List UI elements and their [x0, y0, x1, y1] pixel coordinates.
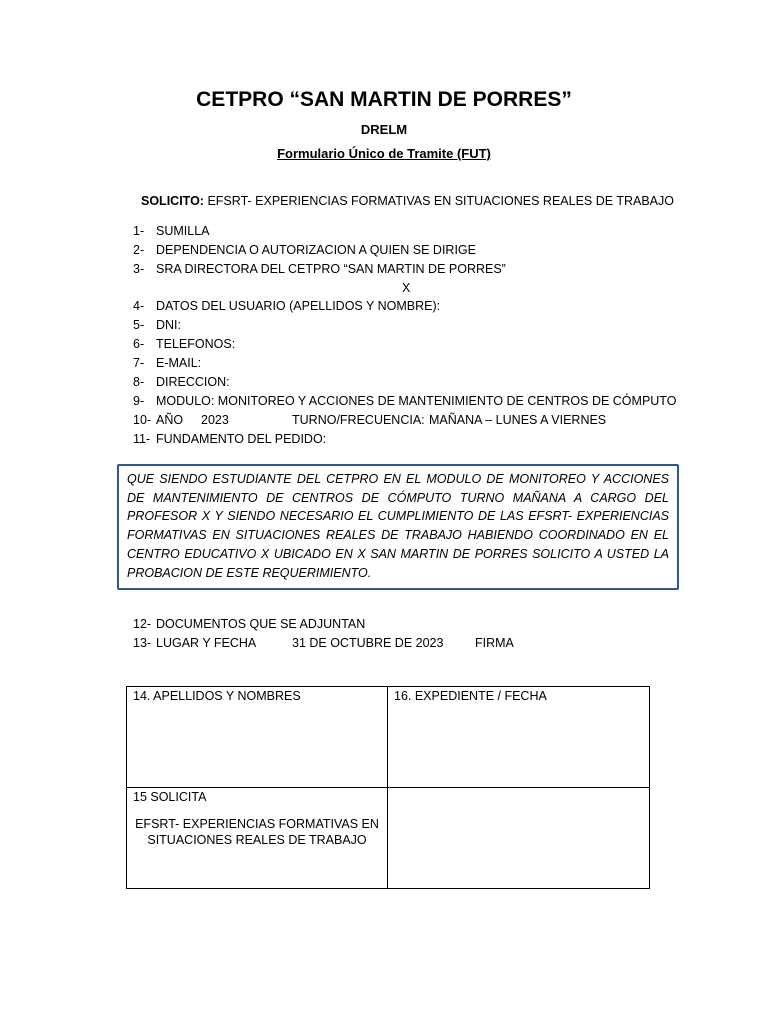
list-item [0, 615, 768, 633]
list-item [0, 373, 768, 391]
table-row [127, 788, 650, 889]
item-number: 8- [133, 375, 145, 389]
item-number: 2- [133, 243, 145, 257]
fecha-value: 31 DE OCTUBRE DE 2023 [292, 636, 444, 650]
table-cell-apellidos [127, 687, 388, 788]
cell-text-line2: SITUACIONES REALES DE TRABAJO [147, 833, 367, 847]
turno-label: TURNO/FRECUENCIA: [292, 413, 425, 427]
item-text: DIRECCION: [156, 375, 230, 389]
item-text: MODULO: MONITOREO Y ACCIONES DE MANTENIMIENTO DE CENTROS DE CÓMPUTO [156, 394, 677, 408]
list-item [0, 241, 768, 259]
item-number: 6- [133, 337, 145, 351]
item-number: 13- [133, 636, 152, 650]
table-cell-empty [388, 788, 650, 889]
fundamento-text: QUE SIENDO ESTUDIANTE DEL CETPRO EN EL MODULO DE MONITOREO Y ACCIONES DE MANTENIMIENTO DE CENTROS DE CÓMPUTO TURNO MAÑANA A CARGO DEL PROFESOR X Y SIENDO NECESARIO EL CUMPLIMIENTO DE LAS EFSRT- EXPERIENCIAS FORMATIVAS EN SITUACIONES REALES DE TRABAJO HABIENDO COORDINADO EN EL CENTRO EDUCATIVO X UBICADO EN X SAN MARTIN DE PORRES SOLICITO A USTED LA PROBACION DE ESTE REQUERIMIENTO. [127, 472, 669, 580]
item-text: TELEFONOS: [156, 337, 236, 351]
item-text: DOCUMENTOS QUE SE ADJUNTAN [156, 617, 366, 631]
list-item [0, 335, 768, 353]
cell-text-line1: EFSRT- EXPERIENCIAS FORMATIVAS EN [135, 817, 379, 831]
list-item [0, 316, 768, 334]
item-number: 5- [133, 318, 145, 332]
page-title: CETPRO “SAN MARTIN DE PORRES” [196, 88, 572, 111]
item-number: 11- [133, 432, 151, 446]
item-number: 4- [133, 299, 145, 313]
item-number: 10- [133, 413, 152, 427]
cell-label: 15 SOLICITA [133, 790, 207, 804]
item-text: FUNDAMENTO DEL PEDIDO: [156, 432, 327, 446]
item-text: E-MAIL: [156, 356, 202, 370]
subtitle: DRELM [360, 122, 408, 137]
list-item [0, 634, 768, 652]
cell-label: 14. APELLIDOS Y NOMBRES [133, 689, 301, 703]
year-value: 2023 [201, 413, 229, 427]
table-row [127, 687, 650, 788]
list-item [0, 392, 768, 410]
list-item [0, 260, 768, 278]
form-name: Formulario Único de Tramite (FUT) [277, 146, 491, 161]
x-mark: X [402, 281, 411, 295]
firma-label: FIRMA [475, 636, 514, 650]
solicito-value: EFSRT- EXPERIENCIAS FORMATIVAS EN SITUACIONES REALES DE TRABAJO [207, 194, 674, 208]
turno-value: MAÑANA – LUNES A VIERNES [429, 413, 607, 427]
item-text: SUMILLA [156, 224, 210, 238]
item-text: LUGAR Y FECHA [156, 636, 257, 650]
item-text: DNI: [156, 318, 181, 332]
item-text: DATOS DEL USUARIO (APELLIDOS Y NOMBRE): [156, 299, 441, 313]
solicito-label: SOLICITO: [141, 194, 204, 208]
list-item [0, 354, 768, 372]
list-item [0, 297, 768, 315]
item-text: DEPENDENCIA O AUTORIZACION A QUIEN SE DIRIGE [156, 243, 476, 257]
list-item [0, 411, 768, 429]
item-text: SRA DIRECTORA DEL CETPRO “SAN MARTIN DE PORRES” [156, 262, 506, 276]
item-number: 3- [133, 262, 145, 276]
item-text: AÑO [156, 413, 184, 427]
info-table [126, 686, 650, 889]
item-number: 12- [133, 617, 152, 631]
solicito-line [141, 194, 674, 208]
cell-label: 16. EXPEDIENTE / FECHA [394, 689, 547, 703]
item-number: 9- [133, 394, 145, 408]
list-item [0, 430, 768, 448]
item-number: 1- [133, 224, 145, 238]
fundamento-box [117, 464, 679, 590]
item-number: 7- [133, 356, 145, 370]
table-cell-expediente [388, 687, 650, 788]
list-item [0, 222, 768, 240]
table-cell-solicita [127, 788, 388, 889]
